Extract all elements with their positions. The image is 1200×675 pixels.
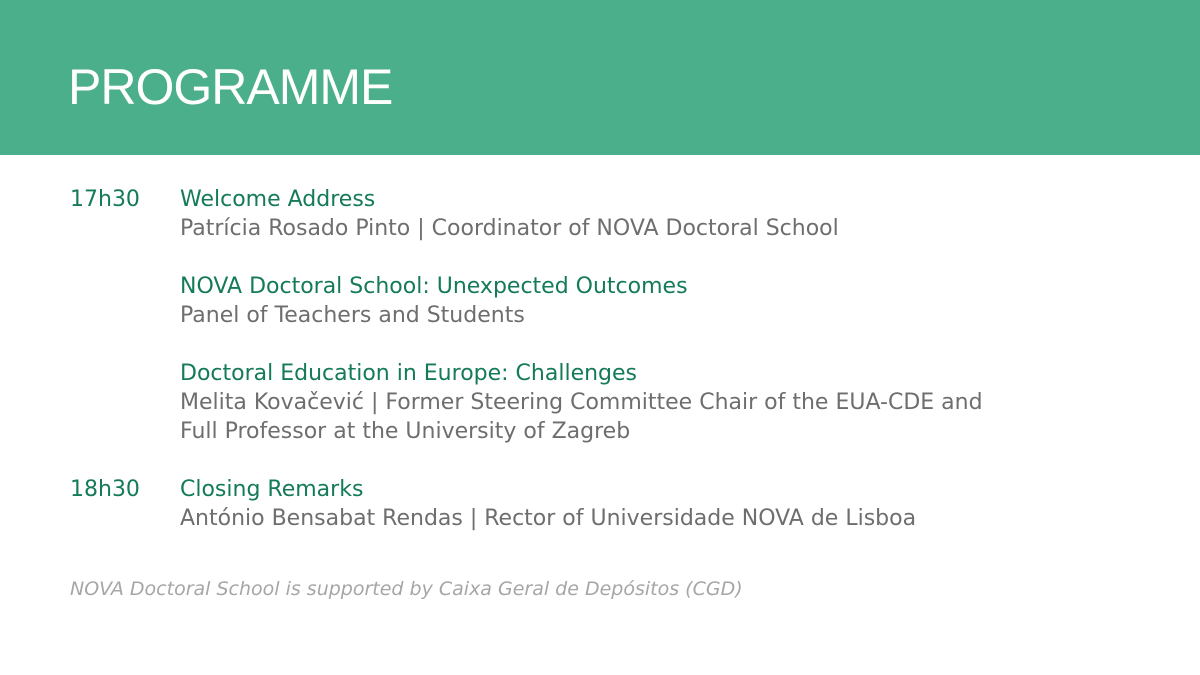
session-details — [180, 272, 1150, 330]
sponsor-footnote: NOVA Doctoral School is supported by Caixa Geral de Depósitos (CGD) — [70, 578, 743, 600]
session-speaker: Patrícia Rosado Pinto | Coordinator of NOVA Doctoral School — [180, 216, 839, 241]
header-banner — [0, 0, 1200, 155]
session-title: Doctoral Education in Europe: Challenges — [180, 361, 638, 386]
page-title: PROGRAMME — [68, 59, 393, 115]
programme-list — [70, 185, 1150, 533]
session-speaker: Melita Kovačević | Former Steering Committee Chair of the EUA-CDE and — [180, 390, 983, 415]
session-welcome-address — [70, 185, 1150, 243]
session-unexpected-outcomes — [70, 272, 1150, 330]
session-details — [180, 475, 1150, 533]
session-time: 17h30 — [70, 187, 140, 212]
session-details — [180, 185, 1150, 243]
session-details — [180, 359, 1150, 446]
session-speaker-continued: Full Professor at the University of Zagreb — [180, 419, 631, 444]
session-speaker: António Bensabat Rendas | Rector of Universidade NOVA de Lisboa — [180, 506, 917, 531]
session-title: NOVA Doctoral School: Unexpected Outcomes — [180, 274, 688, 299]
session-title: Welcome Address — [180, 187, 376, 212]
session-title: Closing Remarks — [180, 477, 364, 502]
session-doctoral-education-europe — [70, 359, 1150, 446]
session-speaker: Panel of Teachers and Students — [180, 303, 525, 328]
session-closing-remarks — [70, 475, 1150, 533]
session-time: 18h30 — [70, 477, 140, 502]
